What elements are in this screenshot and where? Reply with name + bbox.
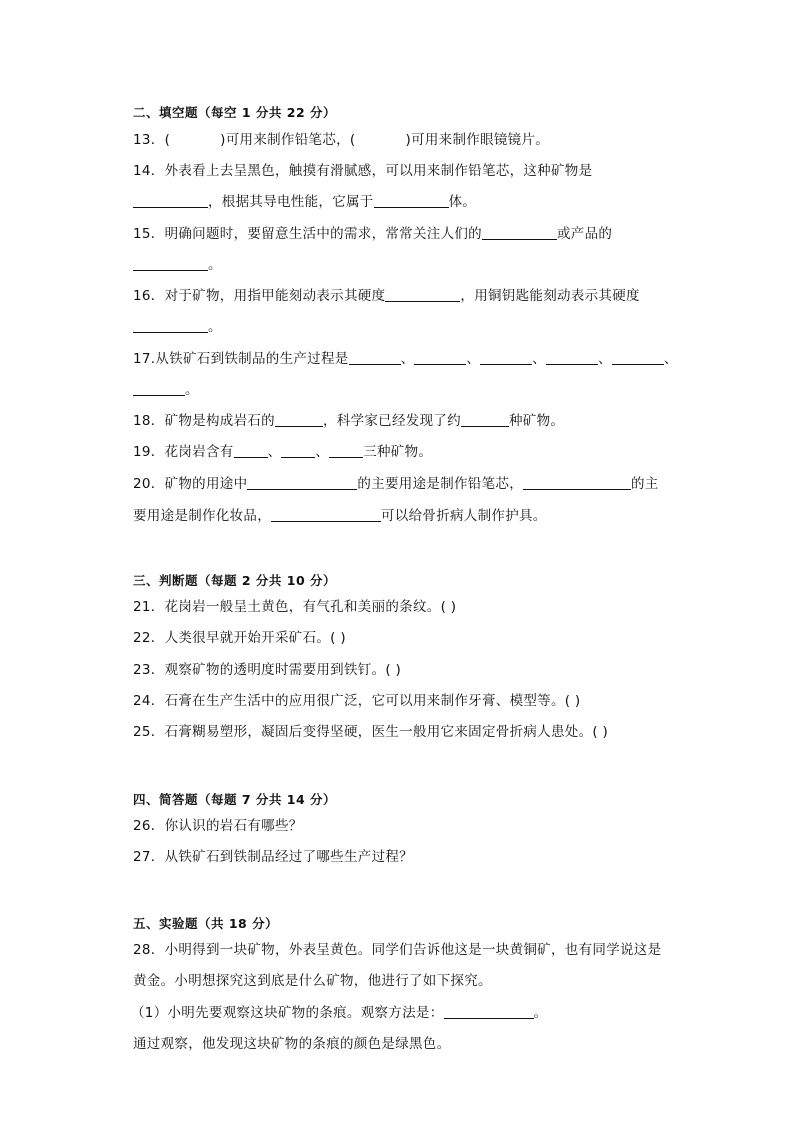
q14-text-c: 体。 (448, 194, 477, 210)
q20-text-b: 的主要用途是制作铅笔芯， (357, 476, 523, 492)
heading-text: 五、实验题（共 18 分） (133, 916, 279, 931)
question-14-line-1 (133, 162, 592, 180)
section-heading-short-answer (133, 791, 336, 809)
q25-text: 25．石膏糊易塑形，凝固后变得坚硬，医生一般用它来固定骨折病人患处。( ) (133, 724, 609, 740)
q15-text-a: 15．明确问题时，要留意生活中的需求，常常关注人们的 (133, 226, 482, 242)
question-15-line-2 (133, 256, 222, 274)
question-24 (133, 692, 581, 710)
q17-sep-4: 、 (598, 351, 612, 367)
q26-text: 26．你认识的岩石有哪些？ (133, 818, 303, 834)
q14-text-b: ，根据其导电性能，它属于 (208, 194, 374, 210)
q19-sep-2: 、 (315, 444, 330, 460)
section-heading-judge (133, 572, 336, 590)
q18-blank-2[interactable] (461, 412, 509, 427)
heading-text: 三、判断题（每题 2 分共 10 分） (133, 573, 337, 588)
heading-text: 四、简答题（每题 7 分共 14 分） (133, 792, 337, 807)
question-21 (133, 598, 456, 616)
q17-blank-5[interactable] (612, 350, 664, 365)
question-20-line-1 (133, 475, 659, 493)
q27-text: 27．从铁矿石到铁制品经过了哪些生产过程？ (133, 849, 413, 865)
q21-text: 21．花岗岩一般呈土黄色，有气孔和美丽的条纹。( ) (133, 599, 457, 615)
q20-blank-1[interactable] (247, 475, 357, 490)
question-28-line-1 (133, 941, 661, 959)
q19-sep-1: 、 (267, 444, 282, 460)
q15-blank-2[interactable] (133, 256, 208, 271)
q20-blank-2[interactable] (523, 475, 631, 490)
q20-text-e: 可以给骨折病人制作护具。 (381, 508, 547, 524)
q17-sep-1: 、 (400, 351, 415, 367)
q28-text-c: （1）小明先要观察这块矿物的条痕。观察方法是： (131, 1005, 444, 1021)
question-23 (133, 661, 401, 679)
q15-text-b: 或产品的 (556, 226, 613, 242)
q17-blank-1[interactable] (349, 350, 401, 365)
q19-blank-1[interactable] (234, 443, 268, 458)
heading-text: 二、填空题（每空 1 分共 22 分） (133, 105, 337, 120)
q28-text-a: 28．小明得到一块矿物，外表呈黄色。同学们告诉他这是一块黄铜矿，也有同学说这是 (133, 942, 662, 958)
q16-text-a: 16．对于矿物，用指甲能刻动表示其硬度 (133, 288, 386, 304)
q22-text: 22．人类很早就开始开采矿石。( ) (133, 630, 346, 646)
q17-blank-4[interactable] (546, 350, 598, 365)
q13-text-b: )可用来制作铅笔芯，( (220, 132, 356, 148)
q17-sep-3: 、 (532, 351, 547, 367)
q18-text-a: 18．矿物是构成岩石的 (133, 413, 275, 429)
q18-text-c: 种矿物。 (508, 413, 565, 429)
question-28-line-2 (133, 972, 492, 990)
q19-text-c: 三种矿物。 (363, 444, 433, 460)
q17-blank-2[interactable] (414, 350, 466, 365)
question-25 (133, 723, 608, 741)
question-18 (133, 412, 564, 430)
question-22 (133, 629, 346, 647)
q19-blank-3[interactable] (329, 443, 363, 458)
question-17-line-1 (133, 350, 678, 368)
q16-text-b: ，用铜钥匙能刻动表示其硬度 (460, 288, 640, 304)
q18-blank-1[interactable] (275, 412, 323, 427)
q16-text-c: 。 (208, 319, 222, 335)
question-14-line-2 (133, 193, 476, 211)
q14-blank-2[interactable] (374, 193, 449, 208)
question-15-line-1 (133, 225, 612, 243)
q17-text-end: 。 (185, 382, 199, 398)
section-heading-experiment (133, 915, 278, 933)
q20-text-d: 要用途是制作化妆品， (133, 508, 271, 524)
q28-text-d: 通过观察，他发现这块矿物的条痕的颜色是绿黑色。 (133, 1036, 451, 1052)
q18-text-b: ，科学家已经发现了约 (322, 413, 461, 429)
q20-blank-3[interactable] (271, 507, 381, 522)
question-16-line-2 (133, 318, 222, 336)
q17-sep-2: 、 (466, 351, 481, 367)
question-17-line-2 (133, 381, 199, 399)
q17-blank-3[interactable] (480, 350, 532, 365)
q28-blank-1[interactable] (444, 1004, 534, 1019)
q13-text-a: 13．( (133, 132, 171, 148)
q23-text: 23．观察矿物的透明度时需要用到铁钉。( ) (133, 662, 402, 678)
q20-text-c: 的主 (631, 476, 659, 492)
question-26 (133, 817, 303, 835)
q14-text-a: 14．外表看上去呈黑色，触摸有滑腻感，可以用来制作铅笔芯，这种矿物是 (133, 163, 593, 179)
q19-text-a: 19．花岗岩含有 (133, 444, 234, 460)
question-27 (133, 848, 413, 866)
q17-blank-6[interactable] (133, 381, 185, 396)
q24-text: 24．石膏在生产生活中的应用很广泛，它可以用来制作牙膏、模型等。( ) (133, 693, 581, 709)
q16-blank-2[interactable] (133, 318, 208, 333)
q13-text-c: )可用来制作眼镜镜片。 (405, 132, 550, 148)
question-28-part-1 (131, 1004, 547, 1022)
question-28-line-4 (133, 1035, 450, 1053)
q28-text-b: 黄金。小明想探究这到底是什么矿物，他进行了如下探究。 (133, 973, 492, 989)
question-16-line-1 (133, 287, 640, 305)
q16-blank-1[interactable] (385, 287, 460, 302)
q15-text-c: 。 (208, 257, 222, 273)
q17-sep-5: 、 (663, 351, 678, 367)
q17-text-a: 17.从铁矿石到铁制品的生产过程是 (133, 351, 349, 367)
q14-blank-1[interactable] (133, 193, 208, 208)
q20-text-a: 20．矿物的用途中 (133, 476, 248, 492)
question-19 (133, 443, 432, 461)
section-heading-fill-in (133, 104, 336, 122)
q15-blank-1[interactable] (482, 225, 557, 240)
question-13 (133, 131, 549, 149)
q19-blank-2[interactable] (281, 443, 315, 458)
question-20-line-2 (133, 507, 547, 525)
q28-text-c-end: 。 (533, 1005, 548, 1021)
